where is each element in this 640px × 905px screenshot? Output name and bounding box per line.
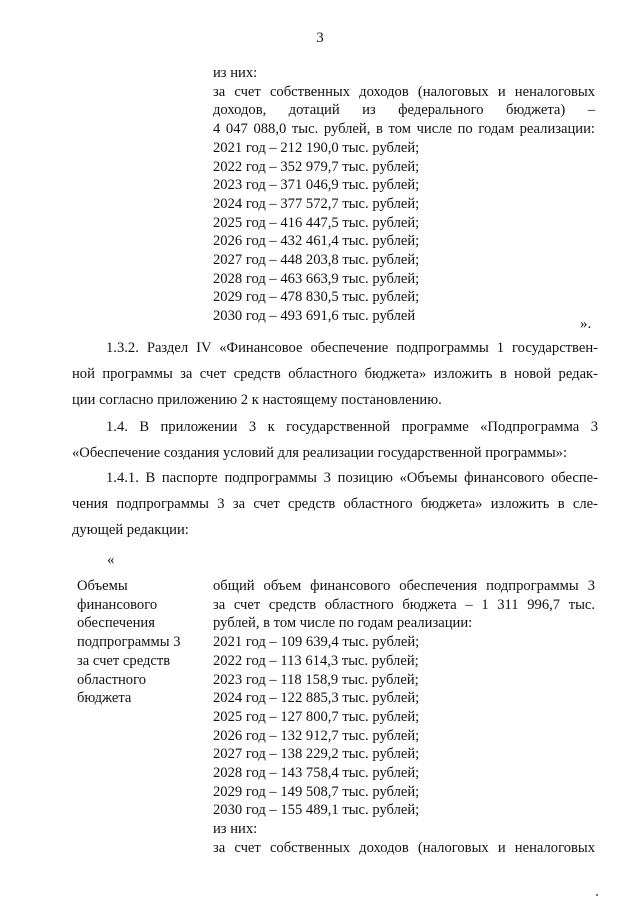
- text-line: за счет собственных доходов (налоговых и неналоговых: [213, 839, 595, 856]
- label-line: областного: [77, 671, 146, 688]
- year-amount-line: 2029 год – 478 830,5 тыс. рублей;: [213, 289, 420, 306]
- year-amount-line: 2021 год – 109 639,4 тыс. рублей;: [213, 634, 420, 651]
- year-amount-line: 2025 год – 416 447,5 тыс. рублей;: [213, 214, 420, 231]
- year-amount-line: 2025 год – 127 800,7 тыс. рублей;: [213, 708, 420, 725]
- funding-continuation-block: [213, 64, 595, 326]
- scan-speck: [596, 894, 598, 896]
- year-amount-line: 2028 год – 463 663,9 тыс. рублей;: [213, 270, 420, 287]
- closing-quote: ».: [580, 316, 592, 332]
- text-line: «Обеспечение создания условий для реализации государственной программы»:: [72, 445, 568, 461]
- text-line: за счет собственных доходов (налоговых и неналоговых: [213, 83, 595, 100]
- paragraph-1-3-2: [72, 335, 598, 413]
- label-line: финансового: [77, 596, 158, 613]
- page-number: 3: [316, 30, 324, 46]
- text-line: доходов, дотаций из федерального бюджета) –: [213, 102, 595, 119]
- text-line: дующей редакции:: [72, 522, 189, 538]
- year-amount-line: 2029 год – 149 508,7 тыс. рублей;: [213, 783, 420, 800]
- text-line: общий объем финансового обеспечения подпрограммы 3: [213, 578, 595, 594]
- year-amount-line: 2023 год – 118 158,9 тыс. рублей;: [213, 671, 419, 688]
- text-line: 4 047 088,0 тыс. рублей, в том числе по годам реализации:: [213, 121, 595, 138]
- paragraph-1-4: [72, 414, 598, 466]
- year-amount-line: 2027 год – 448 203,8 тыс. рублей;: [213, 252, 420, 269]
- text-line: 1.4. В приложении 3 к государственной программе «Подпрограмма 3: [106, 419, 598, 435]
- year-amount-line: 2024 год – 122 885,3 тыс. рублей;: [213, 690, 420, 707]
- year-amount-line: 2021 год – 212 190,0 тыс. рублей;: [213, 139, 420, 156]
- paragraph-1-4-1: [72, 465, 598, 543]
- text-line: за счет средств областного бюджета – 1 311 996,7 тыс.: [213, 596, 595, 613]
- label-line: Объемы: [77, 578, 128, 594]
- text-line: 1.4.1. В паспорте подпрограммы 3 позицию «Объемы финансового обеспе-: [106, 470, 598, 486]
- passport-label-cell: [77, 577, 207, 708]
- text-line: рублей, в том числе по годам реализации:: [213, 615, 473, 632]
- year-amount-line: 2030 год – 493 691,6 тыс. рублей: [213, 308, 416, 325]
- year-amount-line: 2023 год – 371 046,9 тыс. рублей;: [213, 177, 420, 194]
- year-amount-line: 2027 год – 138 229,2 тыс. рублей;: [213, 746, 420, 763]
- text-line: чения подпрограммы 3 за счет средств областного бюджета» изложить в сле-: [72, 496, 598, 512]
- year-amount-line: 2026 год – 432 461,4 тыс. рублей;: [213, 233, 420, 250]
- label-line: за счет средств: [77, 652, 171, 669]
- year-amount-line: 2026 год – 132 912,7 тыс. рублей;: [213, 727, 420, 744]
- year-amount-line: 2024 год – 377 572,7 тыс. рублей;: [213, 195, 420, 212]
- label-line: подпрограммы 3: [77, 634, 181, 651]
- year-amount-line: 2030 год – 155 489,1 тыс. рублей;: [213, 802, 420, 819]
- text-line: ной программы за счет средств областного бюджета» изложить в новой редак-: [72, 366, 598, 382]
- passport-value-cell: [213, 577, 595, 858]
- label-line: обеспечения: [77, 615, 155, 632]
- year-amount-line: 2022 год – 352 979,7 тыс. рублей;: [213, 158, 420, 175]
- year-amount-line: 2022 год – 113 614,3 тыс. рублей;: [213, 652, 419, 669]
- text-line: 1.3.2. Раздел IV «Финансовое обеспечение подпрограммы 1 государствен-: [106, 340, 598, 356]
- year-amount-line: 2028 год – 143 758,4 тыс. рублей;: [213, 765, 420, 782]
- opening-quote: «: [107, 552, 115, 568]
- text-line: из них:: [213, 821, 258, 838]
- label-line: бюджета: [77, 690, 132, 707]
- text-line: ции согласно приложению 2 к настоящему постановлению.: [72, 392, 442, 408]
- text-line: из них:: [213, 65, 258, 81]
